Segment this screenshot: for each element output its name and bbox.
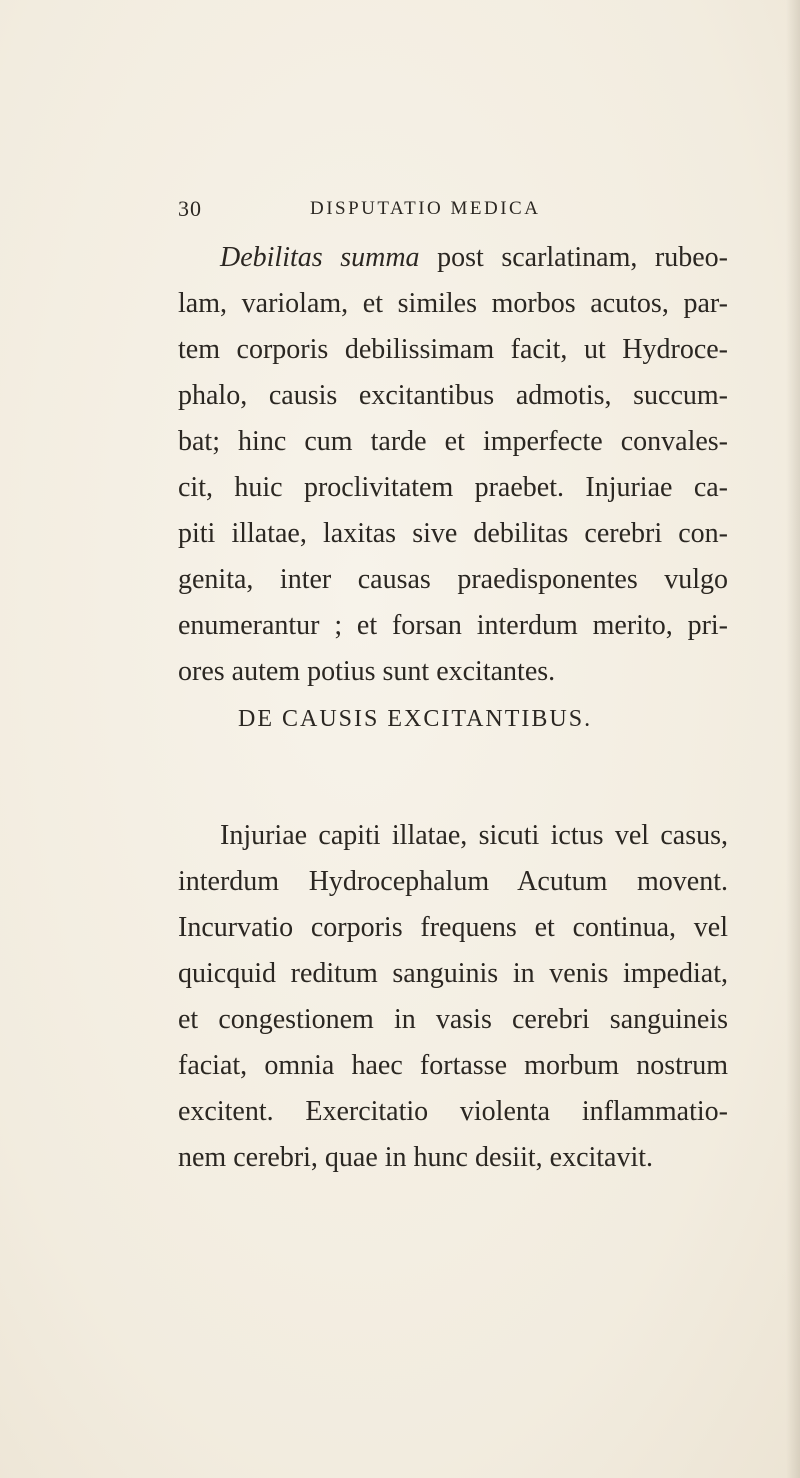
running-head: [178, 196, 698, 226]
paragraph-1-line-6: cit, huic proclivitatem praebet. Injuriae ca-: [178, 472, 728, 503]
paragraph-1-line-10: ores autem potius sunt excitantes.: [178, 656, 556, 687]
paragraph-1-line-7: piti illatae, laxitas sive debilitas cerebri con-: [178, 518, 728, 549]
running-head-title: DISPUTATIO MEDICA: [310, 198, 541, 219]
paragraph-2-line-8: nem cerebri, quae in hunc desiit, excitavit.: [178, 1142, 654, 1173]
italic-lead: Debilitas summa: [220, 242, 420, 273]
paragraph-2-line-5: et congestionem in vasis cerebri sanguineis: [178, 1004, 728, 1035]
lead-rest: post scarlatinam, rubeo-: [419, 242, 728, 273]
paragraph-1-line-4: phalo, causis excitantibus admotis, succum-: [178, 380, 728, 411]
paragraph-1-line-8: genita, inter causas praedisponentes vulgo: [178, 564, 728, 595]
paragraph-2-line-2: interdum Hydrocephalum Acutum movent.: [178, 866, 728, 897]
paragraph-1-line-5: bat; hinc cum tarde et imperfecte convales-: [178, 426, 728, 457]
page-edge-shadow: [786, 0, 800, 1478]
page-number: 30: [178, 196, 202, 221]
paragraph-1-line-9: enumerantur ; et forsan interdum merito, pri-: [178, 610, 728, 641]
paragraph-2-line-6: faciat, omnia haec fortasse morbum nostrum: [178, 1050, 728, 1081]
paragraph-1-line-3: tem corporis debilissimam facit, ut Hydroce-: [178, 334, 728, 365]
section-heading: DE CAUSIS EXCITANTIBUS.: [238, 706, 593, 732]
paragraph-2-line-3: Incurvatio corporis frequens et continua, vel: [178, 912, 728, 943]
paragraph-1-line-1: [220, 236, 728, 280]
paragraph-2-line-7: excitent. Exercitatio violenta inflammatio-: [178, 1096, 728, 1127]
paragraph-2-line-1: Injuriae capiti illatae, sicuti ictus vel casus,: [220, 820, 728, 851]
paragraph-2-line-4: quicquid reditum sanguinis in venis impediat,: [178, 958, 728, 989]
paragraph-1-line-2: lam, variolam, et similes morbos acutos, par-: [178, 288, 728, 319]
